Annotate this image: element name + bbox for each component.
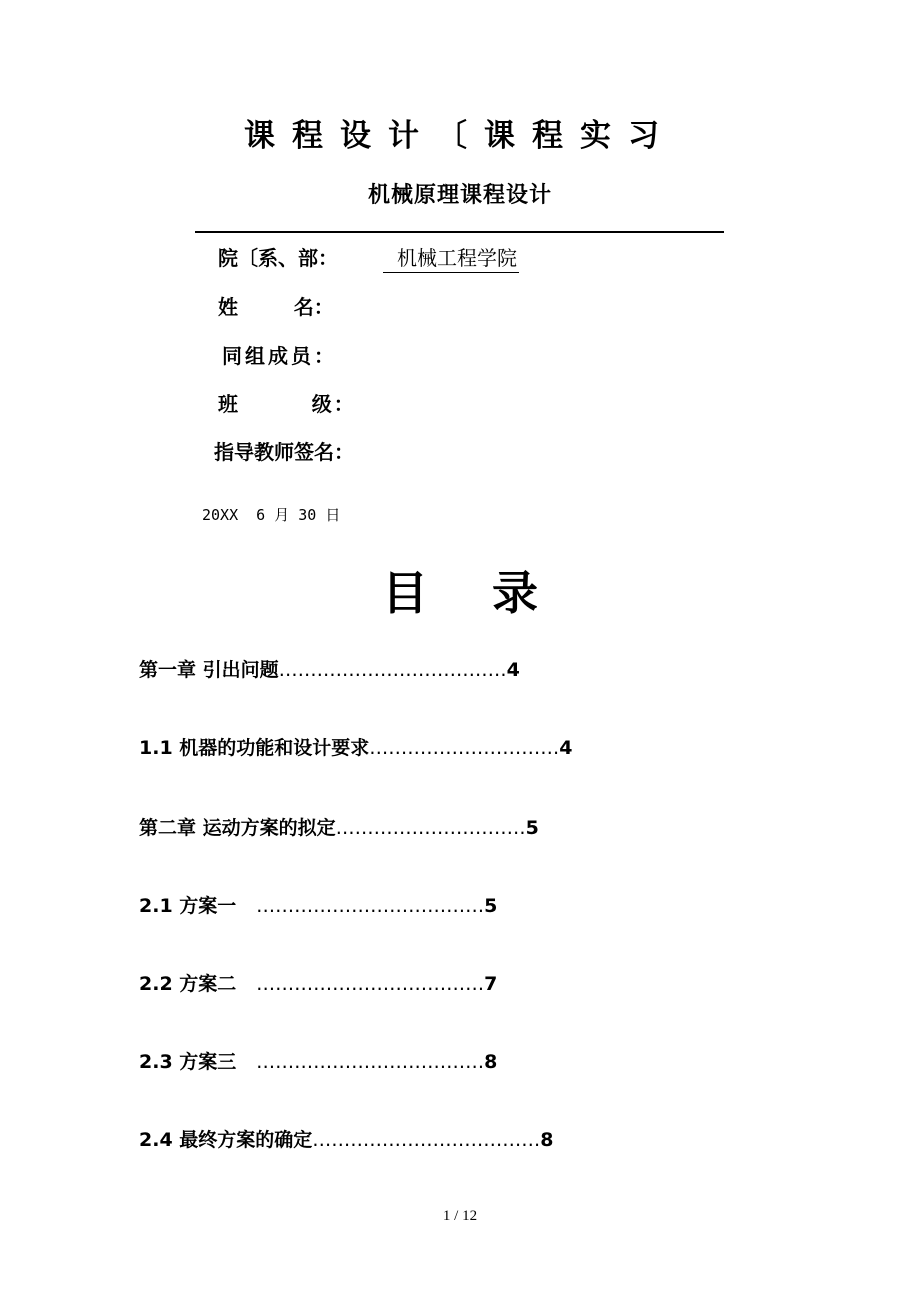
- toc-entry-title: 2.3 方案三: [139, 1051, 257, 1073]
- toc-entry-dots: …………………………: [369, 737, 560, 759]
- main-title: 课程设计〔课程实习: [244, 118, 676, 154]
- toc-entry-dots: ………………………………: [256, 1051, 485, 1073]
- title-divider: [195, 231, 724, 233]
- toc-entry-title: 2.1 方案一: [139, 895, 257, 917]
- toc-entry-title: 2.2 方案二: [139, 973, 257, 995]
- toc-entry-dots: ………………………………: [278, 659, 507, 681]
- toc-entry[interactable]: [139, 892, 497, 920]
- advisor-signature-label: 指导教师签名：: [214, 440, 354, 464]
- toc-entry-title: 第二章 运动方案的拟定: [139, 817, 336, 839]
- name-label: 姓 名：: [218, 295, 334, 319]
- toc-entry-page: 8: [540, 1129, 554, 1151]
- department-label: 院〔系、部：: [218, 246, 338, 270]
- sub-title: 机械原理课程设计: [367, 182, 552, 208]
- toc-entry[interactable]: [139, 814, 539, 842]
- class-label: 班 级：: [218, 392, 356, 416]
- toc-entry-title: 第一章 引出问题: [139, 659, 279, 681]
- group-members-label: 同组成员：: [222, 344, 337, 368]
- toc-entry-dots: ………………………………: [312, 1129, 541, 1151]
- department-value: 机械工程学院: [383, 244, 519, 273]
- toc-entry-title: 1.1 机器的功能和设计要求: [139, 737, 370, 759]
- toc-entry-page: 5: [484, 895, 498, 917]
- toc-entry-dots: ………………………………: [256, 895, 485, 917]
- toc-entry-title: 2.4 最终方案的确定: [139, 1129, 313, 1151]
- toc-entry[interactable]: [139, 1126, 554, 1154]
- toc-entry[interactable]: [139, 1048, 497, 1076]
- date: 20XX 6 月 30 日: [202, 506, 341, 524]
- page-indicator: 1 / 12: [442, 1208, 478, 1224]
- toc-entry[interactable]: [139, 970, 497, 998]
- toc-entry-page: 7: [484, 973, 498, 995]
- toc-entry-dots: …………………………: [335, 817, 526, 839]
- toc-entry-page: 5: [525, 817, 539, 839]
- toc-entry-page: 4: [506, 659, 520, 681]
- toc-entry-page: 8: [484, 1051, 498, 1073]
- toc-entry[interactable]: [139, 734, 573, 762]
- toc-entry[interactable]: [139, 656, 520, 684]
- toc-title: 目 录: [381, 566, 539, 620]
- toc-entry-dots: ………………………………: [256, 973, 485, 995]
- toc-entry-page: 4: [559, 737, 573, 759]
